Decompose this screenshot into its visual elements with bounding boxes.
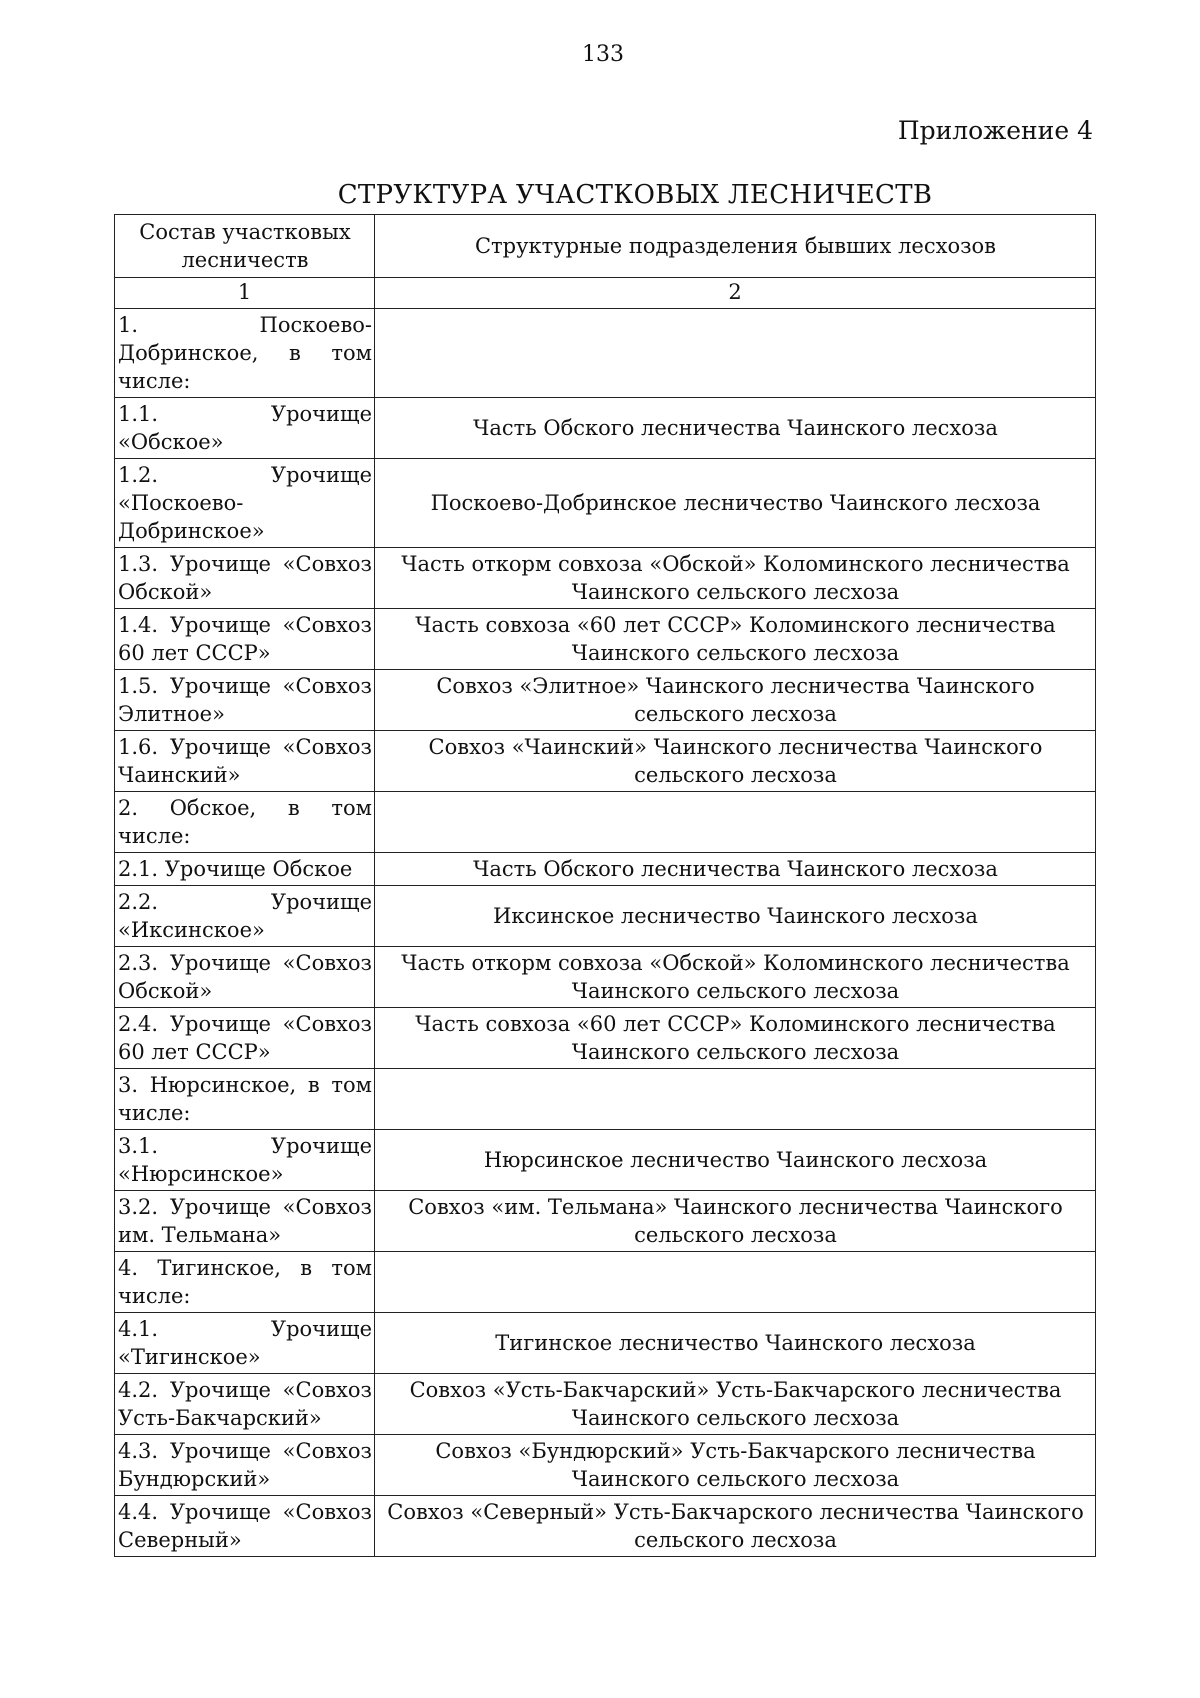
cell-former-subdivision — [375, 792, 1096, 853]
cell-former-subdivision: Поскоево-Добринское лесничество Чаинского лесхоза — [375, 459, 1096, 548]
header-cell-composition: Состав участковых лесничеств — [115, 215, 375, 278]
table-row — [115, 1130, 1096, 1191]
table-row — [115, 1313, 1096, 1374]
cell-former-subdivision — [375, 1252, 1096, 1313]
cell-former-subdivision: Часть откорм совхоза «Обской» Коломинского лесничества Чаинского сельского лесхоза — [375, 947, 1096, 1008]
forestry-structure-table — [114, 214, 1096, 1557]
table-row — [115, 731, 1096, 792]
table-row — [115, 1252, 1096, 1313]
table-row — [115, 1069, 1096, 1130]
cell-former-subdivision: Совхоз «Бундюрский» Усть-Бакчарского лесничества Чаинского сельского лесхоза — [375, 1435, 1096, 1496]
column-number-2: 2 — [375, 278, 1096, 309]
cell-former-subdivision: Иксинское лесничество Чаинского лесхоза — [375, 886, 1096, 947]
header-cell-subdivisions: Структурные подразделения бывших лесхозов — [375, 215, 1096, 278]
table-row — [115, 1435, 1096, 1496]
cell-former-subdivision — [375, 1069, 1096, 1130]
cell-former-subdivision: Часть Обского лесничества Чаинского лесхоза — [375, 398, 1096, 459]
table-row — [115, 309, 1096, 398]
table-row — [115, 548, 1096, 609]
cell-forestry-composition: 3.2. Урочище «Совхоз им. Тельмана» — [115, 1191, 375, 1252]
cell-former-subdivision: Тигинское лесничество Чаинского лесхоза — [375, 1313, 1096, 1374]
cell-forestry-composition: 4.2. Урочище «Совхоз Усть-Бакчарский» — [115, 1374, 375, 1435]
cell-forestry-composition: 4.1. Урочище «Тигинское» — [115, 1313, 375, 1374]
column-number-row — [115, 278, 1096, 309]
cell-forestry-composition: 1.3. Урочище «Совхоз Обской» — [115, 548, 375, 609]
cell-forestry-composition: 4.3. Урочище «Совхоз Бундюрский» — [115, 1435, 375, 1496]
cell-forestry-composition: 2.1. Урочище Обское — [115, 853, 375, 886]
page-number: 133 — [582, 42, 624, 67]
cell-former-subdivision — [375, 309, 1096, 398]
table-row — [115, 853, 1096, 886]
document-title: СТРУКТУРА УЧАСТКОВЫХ ЛЕСНИЧЕСТВ — [337, 180, 933, 210]
cell-forestry-composition: 1.4. Урочище «Совхоз 60 лет СССР» — [115, 609, 375, 670]
cell-forestry-composition: 3.1. Урочище «Нюрсинское» — [115, 1130, 375, 1191]
cell-forestry-composition: 4. Тигинское, в том числе: — [115, 1252, 375, 1313]
table-row — [115, 670, 1096, 731]
cell-forestry-composition: 2.3. Урочище «Совхоз Обской» — [115, 947, 375, 1008]
cell-former-subdivision: Часть Обского лесничества Чаинского лесхоза — [375, 853, 1096, 886]
cell-forestry-composition: 1.1. Урочище «Обское» — [115, 398, 375, 459]
table-row — [115, 886, 1096, 947]
cell-forestry-composition: 1.6. Урочище «Совхоз Чаинский» — [115, 731, 375, 792]
cell-former-subdivision: Часть откорм совхоза «Обской» Коломинского лесничества Чаинского сельского лесхоза — [375, 548, 1096, 609]
cell-former-subdivision: Совхоз «Элитное» Чаинского лесничества Чаинского сельского лесхоза — [375, 670, 1096, 731]
cell-forestry-composition: 1. Поскоево-Добринское, в том числе: — [115, 309, 375, 398]
table-row — [115, 1191, 1096, 1252]
cell-forestry-composition: 2. Обское, в том числе: — [115, 792, 375, 853]
cell-forestry-composition: 4.4. Урочище «Совхоз Северный» — [115, 1496, 375, 1557]
appendix-label: Приложение 4 — [897, 116, 1093, 145]
cell-former-subdivision: Совхоз «Северный» Усть-Бакчарского лесничества Чаинского сельского лесхоза — [375, 1496, 1096, 1557]
column-number-1: 1 — [115, 278, 375, 309]
table-row — [115, 792, 1096, 853]
table-row — [115, 609, 1096, 670]
table-row — [115, 947, 1096, 1008]
table-row — [115, 1374, 1096, 1435]
cell-forestry-composition: 2.2. Урочище «Иксинское» — [115, 886, 375, 947]
cell-forestry-composition: 2.4. Урочище «Совхоз 60 лет СССР» — [115, 1008, 375, 1069]
table-row — [115, 398, 1096, 459]
cell-former-subdivision: Совхоз «Усть-Бакчарский» Усть-Бакчарского лесничества Чаинского сельского лесхоза — [375, 1374, 1096, 1435]
cell-forestry-composition: 1.5. Урочище «Совхоз Элитное» — [115, 670, 375, 731]
cell-former-subdivision: Нюрсинское лесничество Чаинского лесхоза — [375, 1130, 1096, 1191]
cell-former-subdivision: Совхоз «Чаинский» Чаинского лесничества Чаинского сельского лесхоза — [375, 731, 1096, 792]
table-row — [115, 459, 1096, 548]
cell-forestry-composition: 1.2. Урочище «Поскоево-Добринское» — [115, 459, 375, 548]
cell-forestry-composition: 3. Нюрсинское, в том числе: — [115, 1069, 375, 1130]
table-row — [115, 1008, 1096, 1069]
table-row — [115, 1496, 1096, 1557]
table-header-row — [115, 215, 1096, 278]
cell-former-subdivision: Часть совхоза «60 лет СССР» Коломинского лесничества Чаинского сельского лесхоза — [375, 609, 1096, 670]
cell-former-subdivision: Часть совхоза «60 лет СССР» Коломинского лесничества Чаинского сельского лесхоза — [375, 1008, 1096, 1069]
cell-former-subdivision: Совхоз «им. Тельмана» Чаинского лесничества Чаинского сельского лесхоза — [375, 1191, 1096, 1252]
